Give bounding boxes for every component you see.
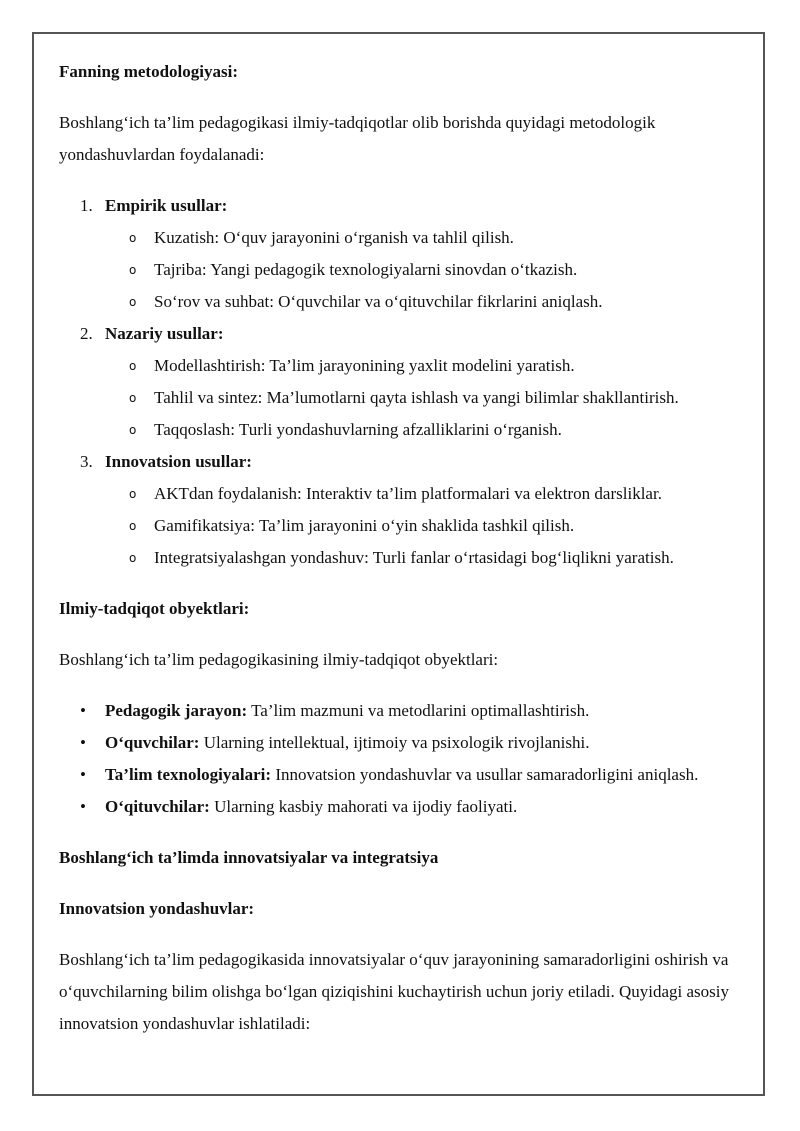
list-item-text: Kuzatish: O‘quv jarayonini o‘rganish va tahlil qilish. — [154, 228, 514, 247]
list-item — [59, 791, 749, 823]
term-label: O‘quvchilar: — [105, 733, 200, 752]
list-item — [105, 414, 749, 446]
list-number: 1. — [80, 196, 93, 215]
list-item — [105, 350, 749, 382]
list-number: 2. — [80, 324, 93, 343]
list-item — [59, 695, 749, 727]
sub-list — [105, 478, 749, 574]
list-item — [105, 286, 749, 318]
document-body — [59, 56, 749, 1059]
list-item-text: Taqqoslash: Turli yondashuvlarning afzalliklarini o‘rganish. — [154, 420, 562, 439]
research-objects-list — [59, 695, 749, 823]
category-title: Empirik usullar: — [105, 196, 228, 215]
sub-list — [105, 222, 749, 318]
sub-list — [105, 350, 749, 446]
list-number: 3. — [80, 452, 93, 471]
term-label: Ta’lim texnologiyalari: — [105, 765, 272, 784]
list-item-text: Tajriba: Yangi pedagogik texnologiyalarni sinovdan o‘tkazish. — [154, 260, 578, 279]
subheading-innovative-approaches: Innovatsion yondashuvlar: — [59, 899, 255, 918]
methods-list — [59, 190, 749, 574]
circle-bullet-icon: o — [129, 359, 137, 373]
innovations-intro: Boshlang‘ich ta’lim pedagogikasida innovatsiyalar o‘quv jarayonining samaradorligini oshirish va o‘quvchilarning bilim olishga bo‘lgan qiziqishini kuchaytirish uchun joriy etiladi. Quyidagi asosiy innovatsion yondashuvlar ishlatiladi: — [59, 950, 729, 1033]
category-title: Innovatsion usullar: — [105, 452, 252, 471]
list-item — [105, 542, 749, 574]
term-description: Ularning kasbiy mahorati va ijodiy faoliyati. — [209, 797, 518, 816]
research-objects-intro: Boshlang‘ich ta’lim pedagogikasining ilmiy-tadqiqot obyektlari: — [59, 650, 499, 669]
circle-bullet-icon: o — [129, 263, 137, 277]
term-description: Innovatsion yondashuvlar va usullar samaradorligini aniqlash. — [271, 765, 699, 784]
term-label: O‘qituvchilar: — [105, 797, 210, 816]
circle-bullet-icon: o — [129, 551, 137, 565]
list-item — [105, 222, 749, 254]
circle-bullet-icon: o — [129, 423, 137, 437]
list-item-text: Modellashtirish: Ta’lim jarayonining yaxlit modelini yaratish. — [154, 356, 575, 375]
circle-bullet-icon: o — [129, 487, 137, 501]
method-category-innovative — [59, 446, 749, 574]
method-category-empirical — [59, 190, 749, 318]
list-item-text: Tahlil va sintez: Ma’lumotlarni qayta ishlash va yangi bilimlar shakllantirish. — [154, 388, 679, 407]
list-item — [59, 759, 749, 791]
section-heading-methodology: Fanning metodologiyasi: — [59, 62, 238, 81]
list-item-text: AKTdan foydalanish: Interaktiv ta’lim platformalari va elektron darsliklar. — [154, 484, 662, 503]
methodology-intro: Boshlang‘ich ta’lim pedagogikasi ilmiy-tadqiqotlar olib borishda quyidagi metodologik yondashuvlardan foydalanadi: — [59, 113, 656, 164]
bullet-icon: • — [80, 701, 86, 720]
bullet-icon: • — [80, 733, 86, 752]
list-item-text: So‘rov va suhbat: O‘quvchilar va o‘qituvchilar fikrlarini aniqlash. — [154, 292, 603, 311]
circle-bullet-icon: o — [129, 391, 137, 405]
list-item-text: Integratsiyalashgan yondashuv: Turli fanlar o‘rtasidagi bog‘liqlikni yaratish. — [154, 548, 674, 567]
term-description: Ta’lim mazmuni va metodlarini optimallashtirish. — [247, 701, 590, 720]
bullet-icon: • — [80, 797, 86, 816]
term-description: Ularning intellektual, ijtimoiy va psixologik rivojlanishi. — [199, 733, 590, 752]
section-heading-innovations: Boshlang‘ich ta’limda innovatsiyalar va integratsiya — [59, 848, 439, 867]
list-item-text: Gamifikatsiya: Ta’lim jarayonini o‘yin shaklida tashkil qilish. — [154, 516, 575, 535]
bullet-icon: • — [80, 765, 86, 784]
list-item — [105, 254, 749, 286]
circle-bullet-icon: o — [129, 231, 137, 245]
section-heading-research-objects: Ilmiy-tadqiqot obyektlari: — [59, 599, 250, 618]
list-item — [105, 510, 749, 542]
circle-bullet-icon: o — [129, 519, 137, 533]
list-item — [105, 478, 749, 510]
method-category-theoretical — [59, 318, 749, 446]
category-title: Nazariy usullar: — [105, 324, 224, 343]
list-item — [59, 727, 749, 759]
list-item — [105, 382, 749, 414]
circle-bullet-icon: o — [129, 295, 137, 309]
term-label: Pedagogik jarayon: — [105, 701, 248, 720]
